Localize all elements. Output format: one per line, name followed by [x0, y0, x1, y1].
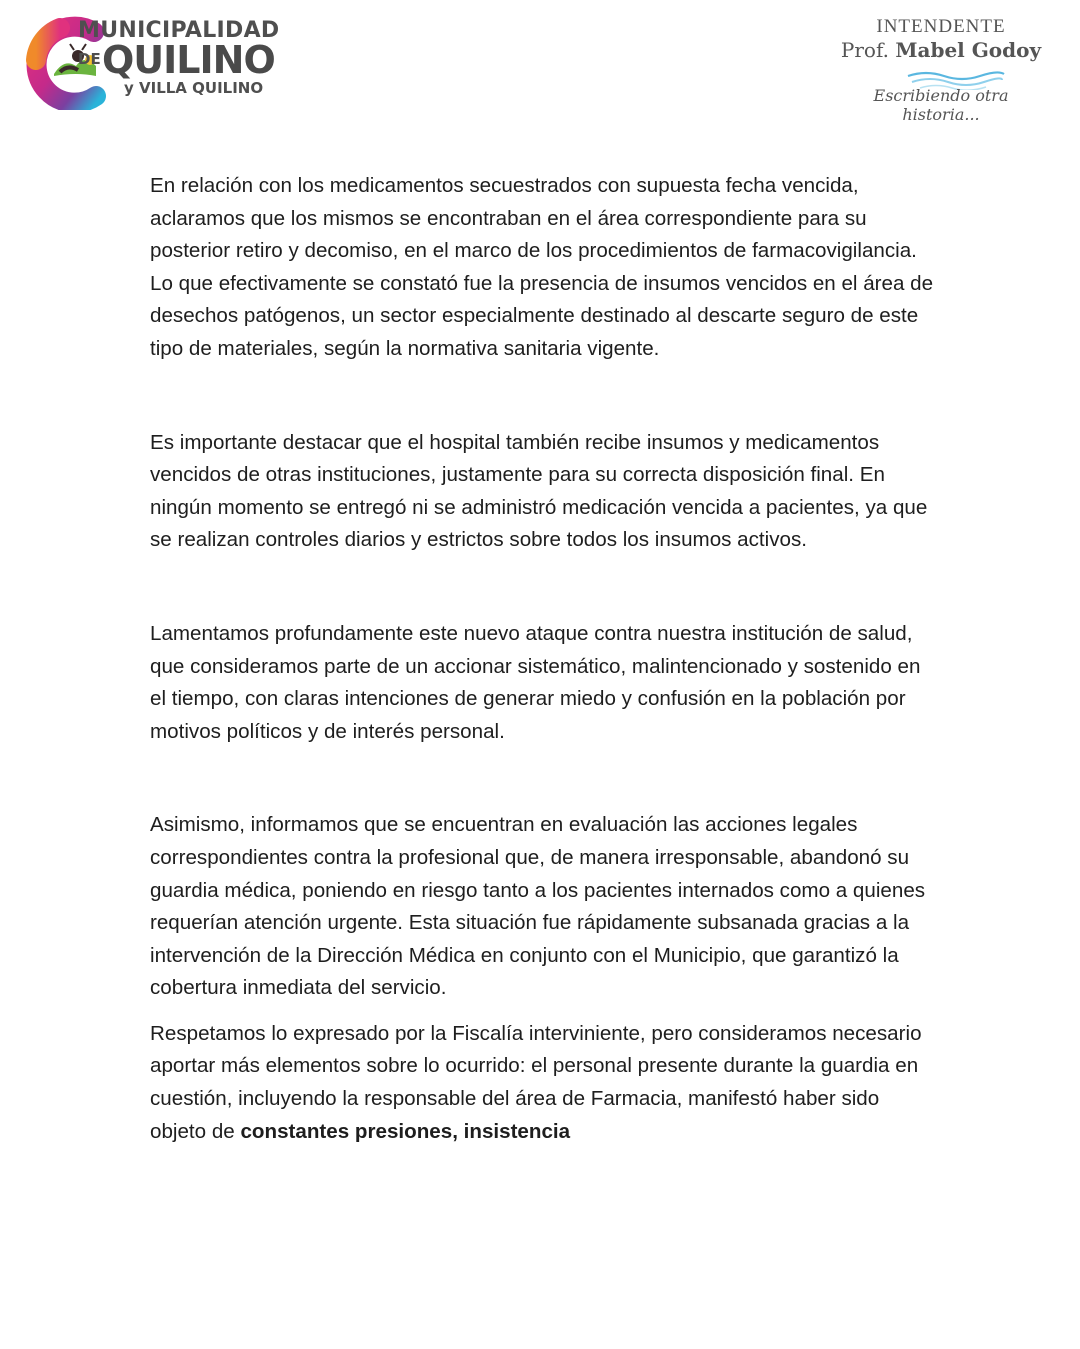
paragraph-acciones-legales: Asimismo, informamos que se encuentran en evaluación las acciones legales correspondientes contra la profesional que, de manera irresponsable, abandonó su guardia médica, poniendo en riesgo tanto a los pacientes internados como a quienes requerían atención urgente. Esta situación fue rápidamente subsanada gracias a la intervención de la Dirección Médica en conjunto con el Municipio, que garantizó la cobertura inmediata del servicio.: [150, 813, 926, 1000]
logo-line-villa-quilino: y VILLA QUILINO: [124, 79, 264, 97]
intendente-title: INTENDENTE: [876, 16, 1006, 37]
intendente-full-name: Mabel Godoy: [895, 38, 1042, 62]
paragraph-fiscalia-text: Respetamos lo expresado por la Fiscalía interviniente, pero consideramos necesario aportar más elementos sobre lo ocurrido: el personal presente durante la guardia en cuestión, incluyendo la responsable del área de Farmacia, manifestó haber sido objeto de: [150, 1021, 922, 1143]
logo-line-municipalidad: MUNICIPALIDAD: [78, 18, 280, 43]
intendente-prefix: Prof.: [840, 38, 889, 62]
statement-body: [150, 170, 940, 1148]
intendente-logo: [826, 14, 1056, 124]
paragraph-fiscalia-bold: constantes presiones, insistencia: [240, 1119, 571, 1143]
intendente-slogan: Escribiendo otra historia...: [873, 86, 1009, 124]
paragraph-hospital-insumos: Es importante destacar que el hospital también recibe insumos y medicamentos vencidos de otras instituciones, justamente para su correcta disposición final. En ningún momento se entregó ni se administró medicación vencida a pacientes, ya que se realizan controles diarios y estrictos sobre todos los insumos activos.: [150, 430, 928, 552]
logo-line-de: DE: [78, 50, 101, 68]
paragraph-medicamentos-vencidos: En relación con los medicamentos secuestrados con supuesta fecha vencida, aclaramos que los mismos se encontraban en el área correspondiente para su posterior retiro y decomiso, en el marco de los procedimientos de farmacovigilancia. Lo que efectivamente se constató fue la presencia de insumos vencidos en el área de desechos patógenos, un sector especialmente destinado al descarte seguro de este tipo de materiales, según la normativa sanitaria vigente.: [150, 174, 934, 360]
paragraph-ataque-institucion: Lamentamos profundamente este nuevo ataque contra nuestra institución de salud, que consideramos parte de un accionar sistemático, malintencionado y sostenido en el tiempo, con claras intenciones de generar miedo y confusión en la población por motivos políticos y de interés personal.: [150, 621, 921, 743]
municipality-logo: [24, 14, 284, 110]
logo-line-quilino: QUILINO: [102, 38, 275, 82]
intendente-name: [826, 38, 1056, 62]
paragraph-fiscalia: [150, 1018, 940, 1148]
